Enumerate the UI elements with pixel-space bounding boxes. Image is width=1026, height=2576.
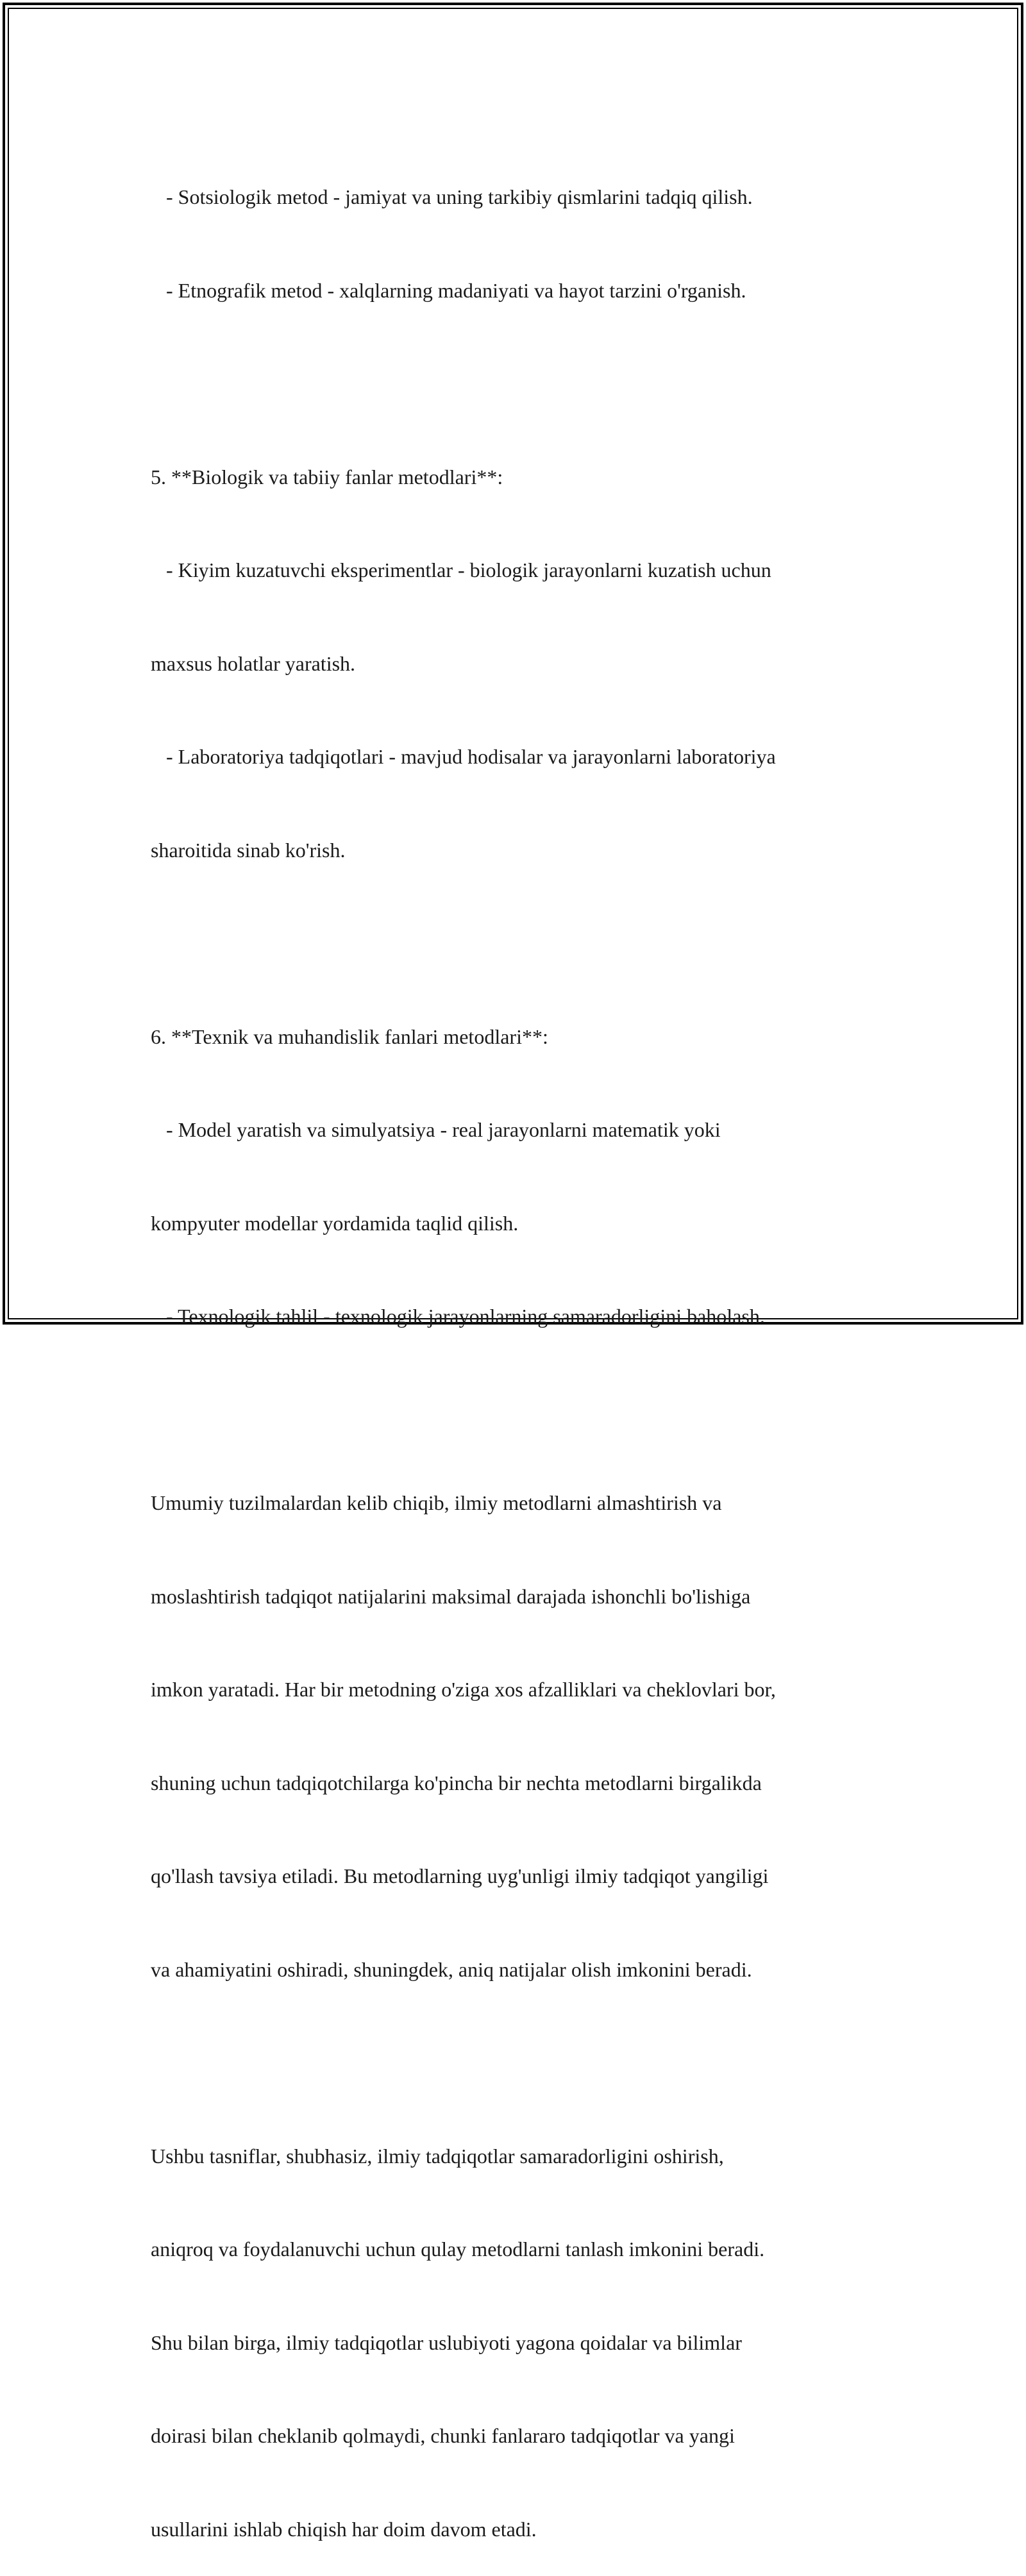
paragraph-line: Umumiy tuzilmalardan kelib chiqib, ilmiy metodlarni almashtirish va bbox=[151, 1491, 722, 1514]
section-heading: 5. **Biologik va tabiiy fanlar metodlari**: bbox=[151, 465, 503, 489]
paragraph-line: qo'llash tavsiya etiladi. Bu metodlarning uyg'unligi ilmiy tadqiqot yangiligi bbox=[151, 1864, 769, 1887]
text-line: maxsus holatlar yaratish. bbox=[151, 651, 356, 675]
blank-line bbox=[151, 2047, 888, 2078]
text-line: - Etnografik metod - xalqlarning madaniyati va hayot tarzini o'rganish. bbox=[151, 278, 746, 302]
paragraph-line: moslashtirish tadqiqot natijalarini maksimal darajada ishonchli bo'lishiga bbox=[151, 1584, 751, 1608]
paragraph-line: aniqroq va foydalanuvchi uchun qulay metodlarni tanlash imkonini beradi. bbox=[151, 2237, 765, 2261]
paragraph-line: shuning uchun tadqiqotchilarga ko'pincha bir nechta metodlarni birgalikda bbox=[151, 1771, 762, 1794]
text-line: - Model yaratish va simulyatsiya - real jarayonlarni matematik yoki bbox=[151, 1118, 721, 1141]
blank-line bbox=[151, 368, 888, 399]
paragraph-line: doirasi bilan cheklanib qolmaydi, chunki fanlararo tadqiqotlar va yangi bbox=[151, 2424, 735, 2447]
text-line: - Laboratoriya tadqiqotlari - mavjud hodisalar va jarayonlarni laboratoriya bbox=[151, 745, 776, 768]
text-line: - Sotsiologik metod - jamiyat va uning tarkibiy qismlarini tadqiq qilish. bbox=[151, 185, 753, 208]
paragraph-line: va ahamiyatini oshiradi, shuningdek, aniq natijalar olish imkonini beradi. bbox=[151, 1957, 752, 1981]
text-line: kompyuter modellar yordamida taqlid qilish. bbox=[151, 1211, 519, 1235]
text-line: - Texnologik tahlil - texnologik jarayonlarning samaradorligini baholash. bbox=[151, 1305, 765, 1328]
section-heading: 6. **Texnik va muhandislik fanlari metodlari**: bbox=[151, 1025, 548, 1048]
document-body bbox=[151, 119, 888, 2576]
paragraph-line: Ushbu tasniflar, shubhasiz, ilmiy tadqiqotlar samaradorligini oshirish, bbox=[151, 2144, 724, 2168]
text-line: sharoitida sinab ko'rish. bbox=[151, 838, 346, 862]
blank-line bbox=[151, 928, 888, 959]
blank-line bbox=[151, 1394, 888, 1426]
text-line: - Kiyim kuzatuvchi eksperimentlar - biologik jarayonlarni kuzatish uchun bbox=[151, 558, 771, 581]
paragraph-line: usullarini ishlab chiqish har doim davom etadi. bbox=[151, 2517, 537, 2541]
paragraph-line: imkon yaratadi. Har bir metodning o'ziga xos afzalliklari va cheklovlari bor, bbox=[151, 1678, 776, 1701]
paragraph-line: Shu bilan birga, ilmiy tadqiqotlar uslubiyoti yagona qoidalar va bilimlar bbox=[151, 2330, 742, 2354]
